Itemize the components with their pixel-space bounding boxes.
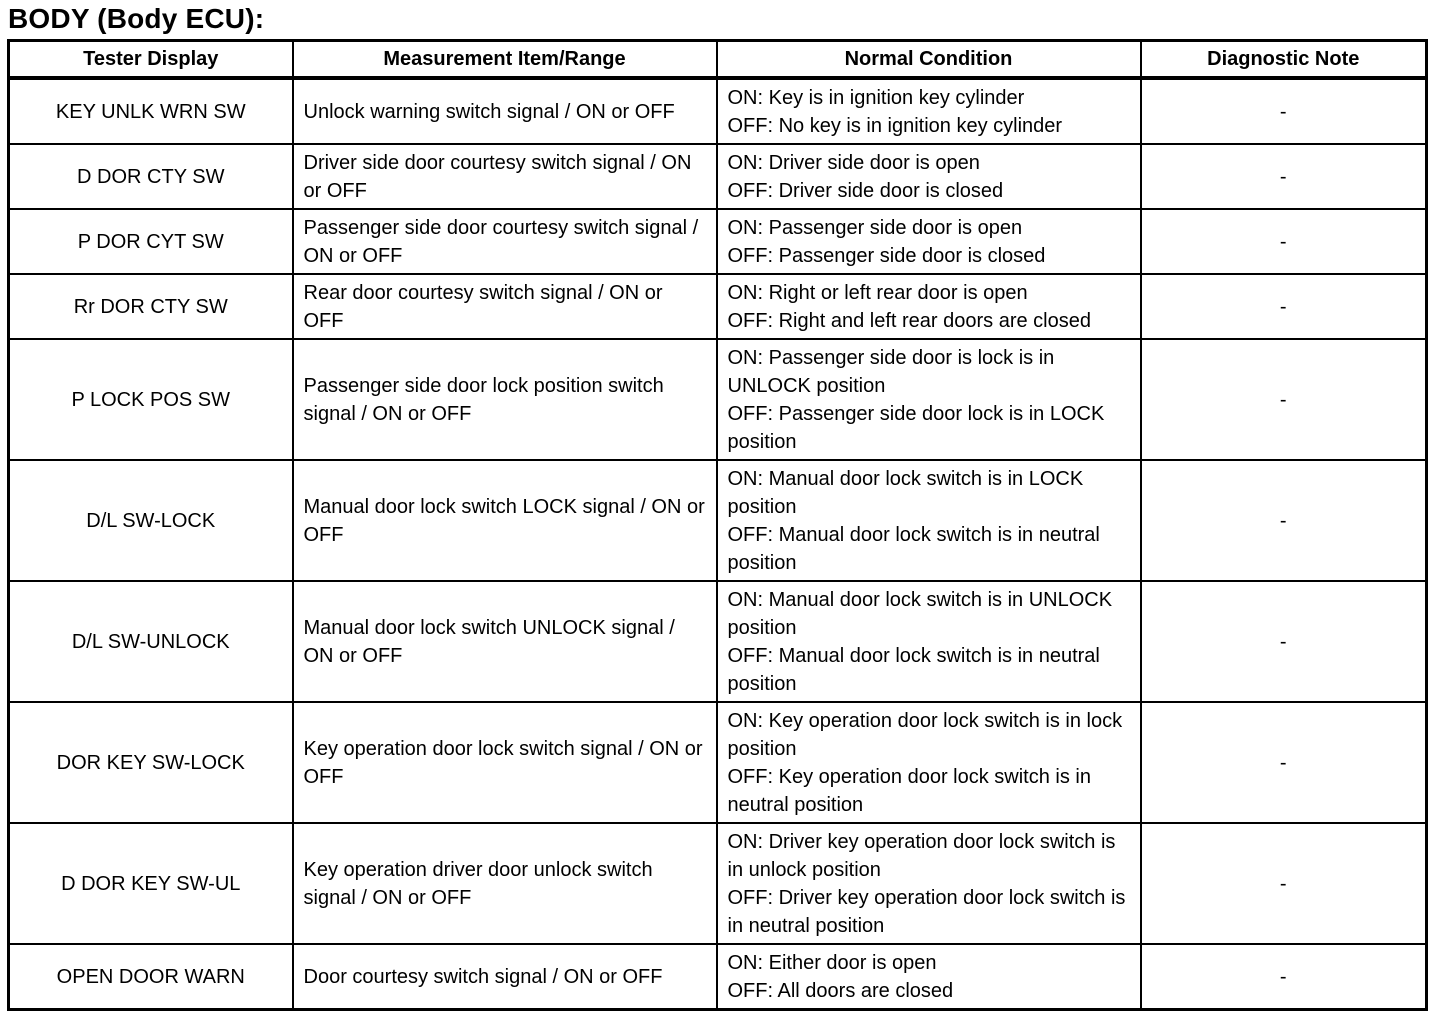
measurement-cell: Key operation driver door unlock switch signal / ON or OFF xyxy=(293,823,717,944)
normal-off-line: OFF: Driver side door is closed xyxy=(727,179,1004,202)
normal-condition-cell xyxy=(717,702,1141,823)
normal-on-line: ON: Driver key operation door lock switch is in unlock position xyxy=(727,830,1116,881)
header-measurement-item: Measurement Item/Range xyxy=(293,41,717,79)
diagnostic-note-cell: - xyxy=(1141,944,1427,1010)
measurement-cell: Driver side door courtesy switch signal / ON or OFF xyxy=(293,144,717,209)
measurement-cell: Key operation door lock switch signal / ON or OFF xyxy=(293,702,717,823)
normal-condition-cell xyxy=(717,209,1141,274)
normal-condition-cell xyxy=(717,823,1141,944)
table-row xyxy=(9,78,1427,144)
table-row xyxy=(9,702,1427,823)
normal-off-line: OFF: Manual door lock switch is in neutral position xyxy=(727,644,1100,695)
table-row xyxy=(9,209,1427,274)
normal-on-line: ON: Either door is open xyxy=(727,951,937,974)
normal-on-line: ON: Right or left rear door is open xyxy=(727,281,1028,304)
diagnostic-note-cell: - xyxy=(1141,460,1427,581)
tester-display-cell: OPEN DOOR WARN xyxy=(9,944,293,1010)
normal-condition-cell xyxy=(717,460,1141,581)
normal-on-line: ON: Manual door lock switch is in LOCK position xyxy=(727,467,1084,518)
table-row xyxy=(9,944,1427,1010)
tester-display-cell: KEY UNLK WRN SW xyxy=(9,78,293,144)
tester-display-cell: DOR KEY SW-LOCK xyxy=(9,702,293,823)
normal-condition-cell xyxy=(717,944,1141,1010)
normal-off-line: OFF: Right and left rear doors are closed xyxy=(727,309,1091,332)
normal-off-line: OFF: Key operation door lock switch is in neutral position xyxy=(727,765,1091,816)
diagnostic-note-cell: - xyxy=(1141,823,1427,944)
table-header-row xyxy=(9,41,1427,79)
diagnostic-note-cell: - xyxy=(1141,581,1427,702)
measurement-cell: Rear door courtesy switch signal / ON or OFF xyxy=(293,274,717,339)
measurement-cell: Unlock warning switch signal / ON or OFF xyxy=(293,78,717,144)
measurement-cell: Passenger side door courtesy switch signal / ON or OFF xyxy=(293,209,717,274)
normal-off-line: OFF: No key is in ignition key cylinder xyxy=(727,114,1063,137)
normal-off-line: OFF: Driver key operation door lock switch is in neutral position xyxy=(727,886,1126,937)
tester-display-cell: P LOCK POS SW xyxy=(9,339,293,460)
diagnostic-note-cell: - xyxy=(1141,78,1427,144)
tester-display-cell: D DOR KEY SW-UL xyxy=(9,823,293,944)
measurement-cell: Door courtesy switch signal / ON or OFF xyxy=(293,944,717,1010)
normal-on-line: ON: Manual door lock switch is in UNLOCK position xyxy=(727,588,1113,639)
normal-on-line: ON: Driver side door is open xyxy=(727,151,980,174)
tester-display-cell: Rr DOR CTY SW xyxy=(9,274,293,339)
normal-on-line: ON: Passenger side door is lock is in UNLOCK position xyxy=(727,346,1055,397)
measurement-cell: Manual door lock switch UNLOCK signal / ON or OFF xyxy=(293,581,717,702)
diagnostic-note-cell: - xyxy=(1141,339,1427,460)
table-row xyxy=(9,144,1427,209)
page-title: BODY (Body ECU): xyxy=(8,3,265,34)
normal-on-line: ON: Key operation door lock switch is in lock position xyxy=(727,709,1123,760)
header-diagnostic-note: Diagnostic Note xyxy=(1141,41,1427,79)
table-row xyxy=(9,339,1427,460)
normal-condition-cell xyxy=(717,581,1141,702)
table-row xyxy=(9,581,1427,702)
table-row xyxy=(9,823,1427,944)
tester-display-cell: D/L SW-LOCK xyxy=(9,460,293,581)
diagnostic-note-cell: - xyxy=(1141,144,1427,209)
diagnostic-note-cell: - xyxy=(1141,702,1427,823)
normal-on-line: ON: Key is in ignition key cylinder xyxy=(727,86,1025,109)
diagnostic-data-table xyxy=(7,39,1428,1011)
normal-on-line: ON: Passenger side door is open xyxy=(727,216,1023,239)
diagnostic-note-cell: - xyxy=(1141,274,1427,339)
header-normal-condition: Normal Condition xyxy=(717,41,1141,79)
normal-off-line: OFF: All doors are closed xyxy=(727,979,954,1002)
header-tester-display: Tester Display xyxy=(9,41,293,79)
normal-off-line: OFF: Passenger side door is closed xyxy=(727,244,1046,267)
measurement-cell: Passenger side door lock position switch signal / ON or OFF xyxy=(293,339,717,460)
normal-condition-cell xyxy=(717,78,1141,144)
table-row xyxy=(9,460,1427,581)
tester-display-cell: D DOR CTY SW xyxy=(9,144,293,209)
measurement-cell: Manual door lock switch LOCK signal / ON or OFF xyxy=(293,460,717,581)
normal-off-line: OFF: Manual door lock switch is in neutral position xyxy=(727,523,1100,574)
normal-condition-cell xyxy=(717,144,1141,209)
normal-off-line: OFF: Passenger side door lock is in LOCK position xyxy=(727,402,1105,453)
diagnostic-note-cell: - xyxy=(1141,209,1427,274)
tester-display-cell: P DOR CYT SW xyxy=(9,209,293,274)
normal-condition-cell xyxy=(717,274,1141,339)
table-row xyxy=(9,274,1427,339)
normal-condition-cell xyxy=(717,339,1141,460)
tester-display-cell: D/L SW-UNLOCK xyxy=(9,581,293,702)
